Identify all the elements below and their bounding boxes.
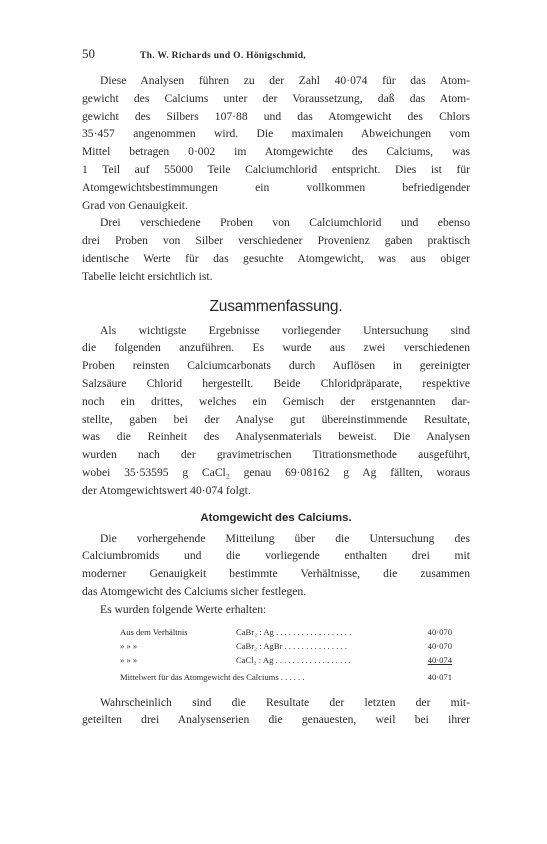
mean-label: Mittelwert für das Atomgewicht des Calciums . . . . . . bbox=[120, 671, 305, 682]
text-line: gewicht des Silbers 107·88 und das Atomgewicht des Chlors bbox=[82, 109, 470, 123]
paragraph-conclusion bbox=[82, 694, 470, 730]
text-line: die folgenden anzuführen. Es wurde aus zwei verschiedenen bbox=[82, 341, 470, 355]
paragraph-summary bbox=[82, 322, 470, 500]
paragraph-ratios bbox=[82, 530, 470, 601]
paragraph-samples bbox=[82, 214, 470, 285]
text-line: Wahrscheinlich sind die Resultate der letzten der mit- bbox=[100, 695, 470, 709]
table-row bbox=[82, 625, 470, 639]
text-line: noch ein drittes, welches ein Gemisch der erstgenannten dar- bbox=[82, 394, 470, 408]
text-line: stellte, gaben bei der Analyse gut übereinstimmende Resultate, bbox=[82, 412, 470, 426]
row-label: » » » bbox=[120, 640, 138, 651]
text-line: Grad von Genauigkeit. bbox=[82, 198, 188, 212]
table-mean-row bbox=[82, 670, 470, 684]
text-line: Die vorhergehende Mitteilung über die Untersuchung des bbox=[100, 531, 470, 545]
table-row bbox=[82, 639, 470, 653]
text-line: Tabelle leicht ersichtlich ist. bbox=[82, 269, 213, 283]
row-label: » » » bbox=[120, 654, 138, 665]
text-line: Es wurden folgende Werte erhalten: bbox=[100, 602, 267, 616]
text-line: 1 Teil auf 55000 Teile Calciumchlorid entspricht. Dies ist für bbox=[82, 162, 470, 176]
table-row bbox=[82, 653, 470, 667]
text-line: das Atomgewicht des Calciums sicher festlegen. bbox=[82, 584, 307, 598]
row-value: 40·070 bbox=[427, 640, 452, 651]
mean-value: 40·071 bbox=[427, 671, 452, 682]
results-table bbox=[82, 625, 470, 684]
text-line: wobei 35·53595 g CaCl₂ genau 69·08162 g Ag fällten, woraus bbox=[82, 465, 470, 479]
row-value: 40·070 bbox=[427, 626, 452, 637]
text-line: Drei verschiedene Proben von Calciumchlorid und ebenso bbox=[100, 216, 470, 230]
row-ratio: CaBr₂ : AgBr . . . . . . . . . . . . . . . bbox=[236, 640, 347, 651]
paragraph-values-intro bbox=[82, 601, 470, 619]
text-line: wurden nach der gravimetrischen Titrationsmethode ausgeführt, bbox=[82, 448, 470, 462]
subsection-title: Atomgewicht des Calciums. bbox=[200, 511, 352, 524]
text-line: Atomgewichtsbestimmungen ein vollkommen befriedigender bbox=[82, 180, 470, 194]
text-line: geteilten drei Analysenserien die genauesten, weil bei ihrer bbox=[82, 713, 470, 727]
text-line: Calciumbromids und die vorliegende enthalten drei mit bbox=[82, 549, 470, 563]
row-ratio: CaCl₂ : Ag . . . . . . . . . . . . . . . . . . bbox=[236, 654, 351, 665]
text-line: drei Proben von Silber verschiedener Provenienz gaben praktisch bbox=[82, 234, 470, 248]
page-number: 50 bbox=[82, 46, 95, 61]
section-title: Zusammenfassung. bbox=[209, 297, 343, 315]
running-head: Th. W. Richards und O. Hönigschmid, bbox=[140, 51, 306, 61]
text-line: moderner Genauigkeit bestimmte Verhältnisse, die zusammen bbox=[82, 567, 470, 581]
text-line: Salzsäure Chlorid hergestellt. Beide Chloridpräparate, respektive bbox=[82, 376, 470, 390]
text-line: Proben reinsten Calciumcarbonats durch Auflösen in gereinigter bbox=[82, 359, 470, 373]
text-line: was die Reinheit des Analysenmaterials beweist. Die Analysen bbox=[82, 430, 470, 444]
row-ratio: CaBr₂ : Ag . . . . . . . . . . . . . . . . . . bbox=[236, 626, 352, 637]
text-line: 35·457 angenommen wird. Die maximalen Abweichungen vom bbox=[82, 127, 470, 141]
text-line: Mittel betragen 0·002 im Atomgewichte des Calciums, was bbox=[82, 145, 470, 159]
page-header bbox=[82, 46, 470, 64]
paragraph-atomgewicht-result bbox=[82, 72, 470, 214]
row-value: 40·074 bbox=[427, 654, 452, 665]
row-label: Aus dem Verhältnis bbox=[120, 626, 188, 637]
text-line: identische Werte für das gesuchte Atomgewicht, was aus obiger bbox=[82, 251, 470, 265]
document-page bbox=[82, 46, 470, 729]
text-line: gewicht des Calciums unter der Voraussetzung, daß das Atom- bbox=[82, 91, 470, 105]
text-line: Als wichtigste Ergebnisse vorliegender Untersuchung sind bbox=[100, 323, 470, 337]
text-line: der Atomgewichtswert 40·074 folgt. bbox=[82, 483, 251, 497]
text-line: Diese Analysen führen zu der Zahl 40·074 für das Atom- bbox=[100, 74, 470, 87]
